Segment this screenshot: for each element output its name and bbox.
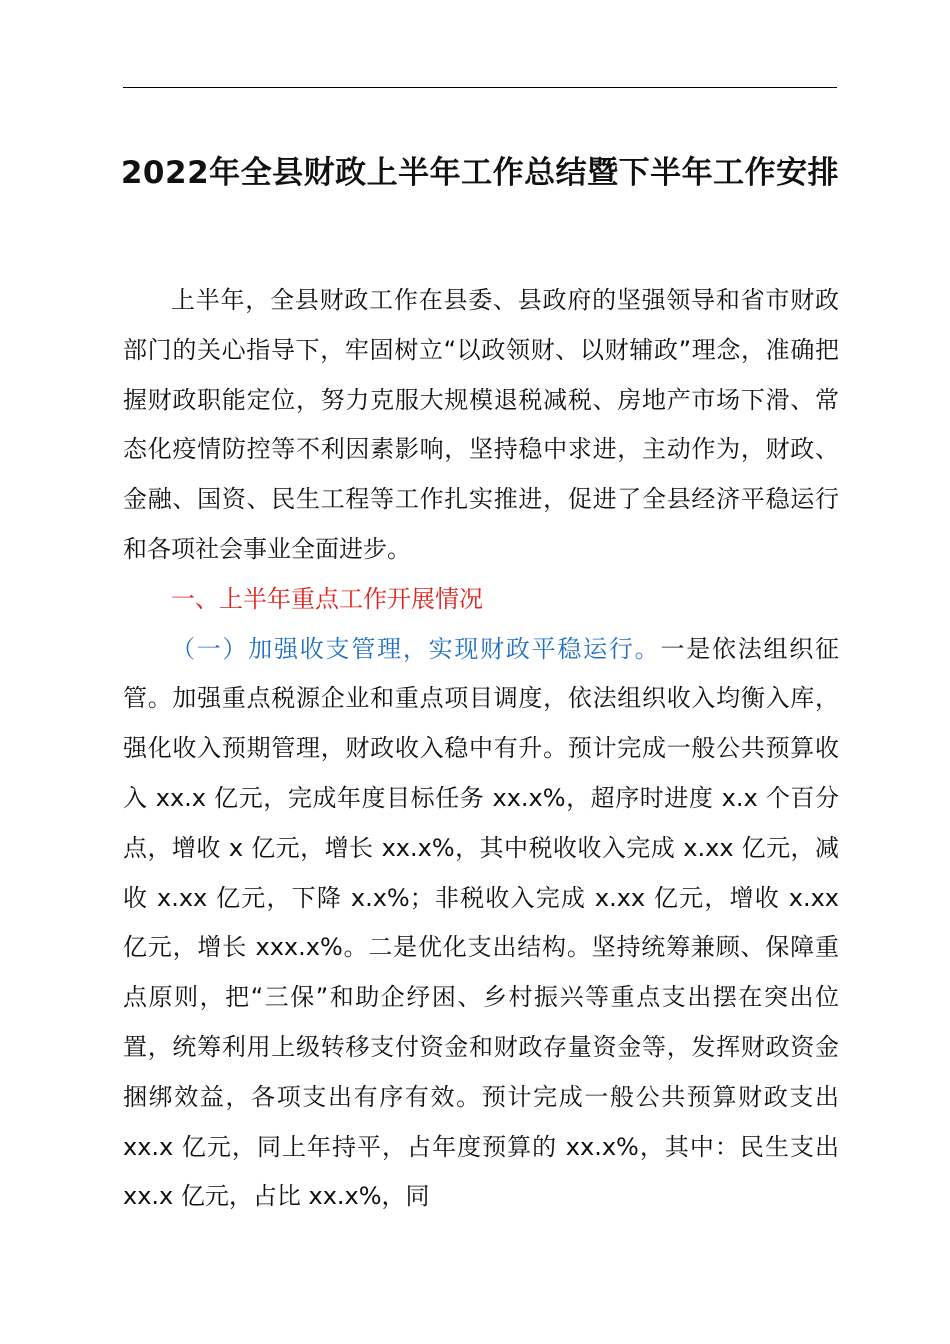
document-body [123, 276, 839, 1222]
intro-paragraph: 上半年，全县财政工作在县委、县政府的坚强领导和省市财政部门的关心指导下，牢固树立“以政领财、以财辅政”理念，准确把握财政职能定位，努力克服大规模退税减税、房地产市场下滑、常态化疫情防控等不利因素影响，坚持稳中求进，主动作为，财政、金融、国资、民生工程等工作扎实推进，促进了全县经济平稳运行和各项社会事业全面进步。 [123, 286, 839, 563]
subsection-heading-1: （一）加强收支管理，实现财政平稳运行。 [171, 634, 661, 663]
subsection-text-1: 一是依法组织征管。加强重点税源企业和重点项目调度，依法组织收入均衡入库，强化收入预期管理，财政收入稳中有升。预计完成一般公共预算收入 xx.x 亿元，完成年度目标任务 xx.x%，超序时进度 x.x 个百分点，增收 x 亿元，增长 xx.x%，其中税收收入完成 x.xx 亿元，减收 x.xx 亿元，下降 x.x%；非税收入完成 x.xx 亿元，增收 x.xx 亿元，增长 xxx.x%。二是优化支出结构。坚持统筹兼顾、保障重点原则，把“三保”和助企纾困、乡村振兴等重点支出摆在突出位置，统筹利用上级转移支付资金和财政存量资金等，发挥财政资金捆绑效益，各项支出有序有效。预计完成一般公共预算财政支出 xx.x 亿元，同上年持平，占年度预算的 xx.x%，其中：民生支出 xx.x 亿元，占比 xx.x%，同 [123, 634, 840, 1211]
subsection-paragraph-1 [123, 625, 839, 1223]
section-heading-1: 一、上半年重点工作开展情况 [171, 584, 483, 613]
document-title: 2022年全县财政上半年工作总结暨下半年工作安排 [120, 155, 840, 191]
header-rule [123, 87, 837, 88]
